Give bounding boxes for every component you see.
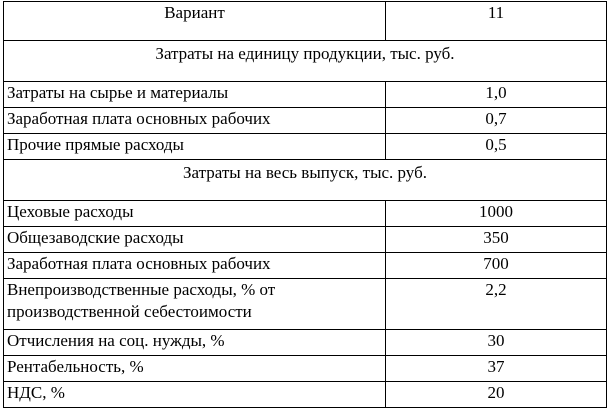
row-label: Общезаводские расходы [4,227,386,253]
row-label: Прочие прямые расходы [4,134,386,160]
row-label: НДС, % [4,382,386,408]
table-row [4,253,607,279]
row-value: 2,2 [386,279,607,330]
table-row [4,279,607,330]
table-row [4,227,607,253]
header-label: Вариант [4,2,386,41]
section-title-unit-costs: Затраты на единицу продукции, тыс. руб. [4,41,607,82]
row-value: 700 [386,253,607,279]
table-row [4,356,607,382]
row-value: 37 [386,356,607,382]
table-row [4,201,607,227]
header-row [4,2,607,41]
row-label: Рентабельность, % [4,356,386,382]
table-row [4,134,607,160]
row-value: 0,5 [386,134,607,160]
row-label: Затраты на сырье и материалы [4,82,386,108]
table-row [4,330,607,356]
row-label: Отчисления на соц. нужды, % [4,330,386,356]
table-row [4,82,607,108]
section-row [4,41,607,82]
cost-table [3,1,607,408]
row-value: 0,7 [386,108,607,134]
table-row [4,108,607,134]
section-title-total-costs: Затраты на весь выпуск, тыс. руб. [4,160,607,201]
row-label: Внепроизводственные расходы, % от производственной себестоимости [4,279,386,330]
row-value: 20 [386,382,607,408]
row-value: 350 [386,227,607,253]
row-label: Цеховые расходы [4,201,386,227]
section-row [4,160,607,201]
row-label: Заработная плата основных рабочих [4,108,386,134]
row-value: 1000 [386,201,607,227]
header-value: 11 [386,2,607,41]
row-label: Заработная плата основных рабочих [4,253,386,279]
row-value: 30 [386,330,607,356]
table-row [4,382,607,408]
row-value: 1,0 [386,82,607,108]
